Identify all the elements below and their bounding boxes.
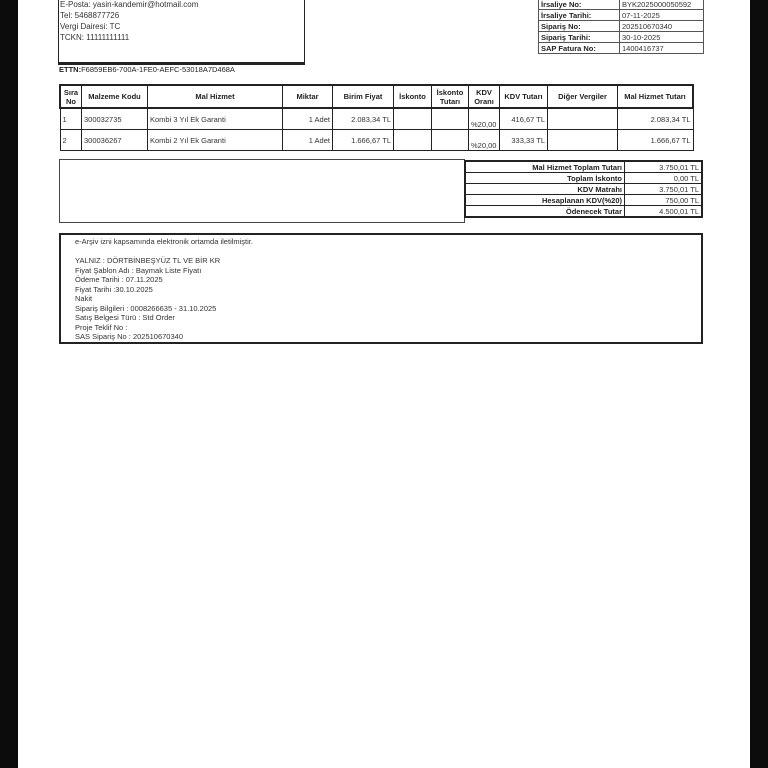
info-row-siparis-no: Sipariş No: 202510670340 <box>539 21 704 32</box>
cell-birim-fiyat: 1.666,67 TL <box>333 130 394 151</box>
right-dark-border <box>750 0 768 768</box>
info-row-irsaliye-tarihi: İrsaliye Tarihi: 07-11-2025 <box>539 10 704 21</box>
header-kdv-tutari: KDV Tutarı <box>500 85 548 108</box>
ettn-label: ETTN: <box>59 65 82 74</box>
info-row-irsaliye-no: İrsaliye No: BYK2025000050592 <box>539 0 704 10</box>
memo-line-fiyat-tarihi: Fiyat Tarihi :30.10.2025 <box>75 284 153 294</box>
items-header-row <box>60 85 693 108</box>
header-diger-vergiler: Diğer Vergiler <box>548 85 618 108</box>
cell-iskonto-tutari <box>432 108 469 130</box>
ettn-line <box>59 65 235 74</box>
memo-line-nakit: Nakit <box>75 294 93 303</box>
info-row-siparis-tarihi: Sipariş Tarihi: 30-10-2025 <box>539 32 704 43</box>
cell-tutar: 1.666,67 TL <box>618 130 694 151</box>
cell-tutar: 2.083,34 TL <box>618 108 694 130</box>
cell-diger-vergiler <box>548 108 618 130</box>
buyer-info-box <box>58 0 305 65</box>
memo-line-sas-siparis: SAS Sipariş No : 202510670340 <box>75 332 183 341</box>
totals-row-odenecek-tutar: Ödenecek Tutar 4.500,01 TL <box>465 206 702 218</box>
empty-notes-box <box>59 159 465 223</box>
buyer-tax-office: Vergi Dairesi: TC <box>60 22 121 31</box>
totals-row-hesaplanan-kdv: Hesaplanan KDV(%20) 750,00 TL <box>465 195 702 206</box>
cell-iskonto <box>394 130 432 151</box>
totals-row-kdv-matrahi: KDV Matrahı 3.750,01 TL <box>465 184 702 195</box>
buyer-tckn: TCKN: 11111111111 <box>60 33 130 42</box>
document-info-table <box>538 0 704 54</box>
ettn-value: F6859EB6-700A-1FE0-AEFC-53018A7D468A <box>81 65 235 74</box>
buyer-email: E-Posta: yasin-kandemir@hotmail.com <box>60 0 199 9</box>
invoice-page <box>18 0 750 768</box>
left-dark-border <box>0 0 18 768</box>
header-miktar: Miktar <box>283 85 333 108</box>
header-malzeme-kodu: Malzeme Kodu <box>82 85 148 108</box>
cell-kdv-tutari: 416,67 TL <box>500 108 548 130</box>
cell-iskonto-tutari <box>432 130 469 151</box>
cell-diger-vergiler <box>548 130 618 151</box>
memo-line-earsiv: e-Arşiv izni kapsamında elektronik ortamda iletilmiştir. <box>75 237 253 246</box>
totals-table <box>464 160 703 218</box>
memo-line-proje-teklif: Proje Teklif No : <box>75 322 128 332</box>
header-sira-no: Sıra No <box>60 85 82 108</box>
table-row <box>60 130 693 151</box>
cell-kod: 300032735 <box>82 108 148 130</box>
header-kdv-orani: KDV Oranı <box>469 85 500 108</box>
cell-iskonto <box>394 108 432 130</box>
cell-miktar: 1 Adet <box>283 130 333 151</box>
cell-mal-hizmet: Kombi 2 Yıl Ek Garanti <box>148 130 283 151</box>
header-iskonto-tutari: İskonto Tutarı <box>432 85 469 108</box>
memo-line-yalniz: YALNIZ : DÖRTBİNBEŞYÜZ TL VE BİR KR <box>75 256 221 265</box>
cell-sira: 2 <box>60 130 82 151</box>
memo-line-fiyat-sablon: Fiyat Şablon Adı : Baymak Liste Fiyatı <box>75 265 202 275</box>
header-mal-hizmet: Mal Hizmet <box>148 85 283 108</box>
totals-row-mal-hizmet-toplam: Mal Hizmet Toplam Tutarı 3.750,01 TL <box>465 161 702 173</box>
cell-kdv-orani: %20,00 <box>469 108 500 130</box>
cell-mal-hizmet: Kombi 3 Yıl Ek Garanti <box>148 108 283 130</box>
items-table <box>59 84 694 151</box>
cell-sira: 1 <box>60 108 82 130</box>
memo-line-siparis-bilgileri: Sipariş Bilgileri : 0008266635 - 31.10.2025 <box>75 303 217 313</box>
totals-row-toplam-iskonto: Toplam İskonto 0,00 TL <box>465 173 702 184</box>
cell-kdv-tutari: 333,33 TL <box>500 130 548 151</box>
table-row <box>60 108 693 130</box>
notes-memo-box <box>59 233 703 344</box>
cell-miktar: 1 Adet <box>283 108 333 130</box>
info-row-sap-fatura-no: SAP Fatura No: 1400416737 <box>539 43 704 54</box>
memo-line-odeme-tarihi: Ödeme Tarihi : 07.11.2025 <box>75 275 163 284</box>
header-birim-fiyat: Birim Fiyat <box>333 85 394 108</box>
header-mal-hizmet-tutari: Mal Hizmet Tutarı <box>618 85 694 108</box>
memo-line-satis-belgesi: Satış Belgesi Türü : Std Order <box>75 313 175 322</box>
buyer-phone: Tel: 5468877726 <box>60 11 120 20</box>
cell-birim-fiyat: 2.083,34 TL <box>333 108 394 130</box>
header-iskonto: İskonto <box>394 85 432 108</box>
cell-kdv-orani: %20,00 <box>469 130 500 151</box>
cell-kod: 300036267 <box>82 130 148 151</box>
